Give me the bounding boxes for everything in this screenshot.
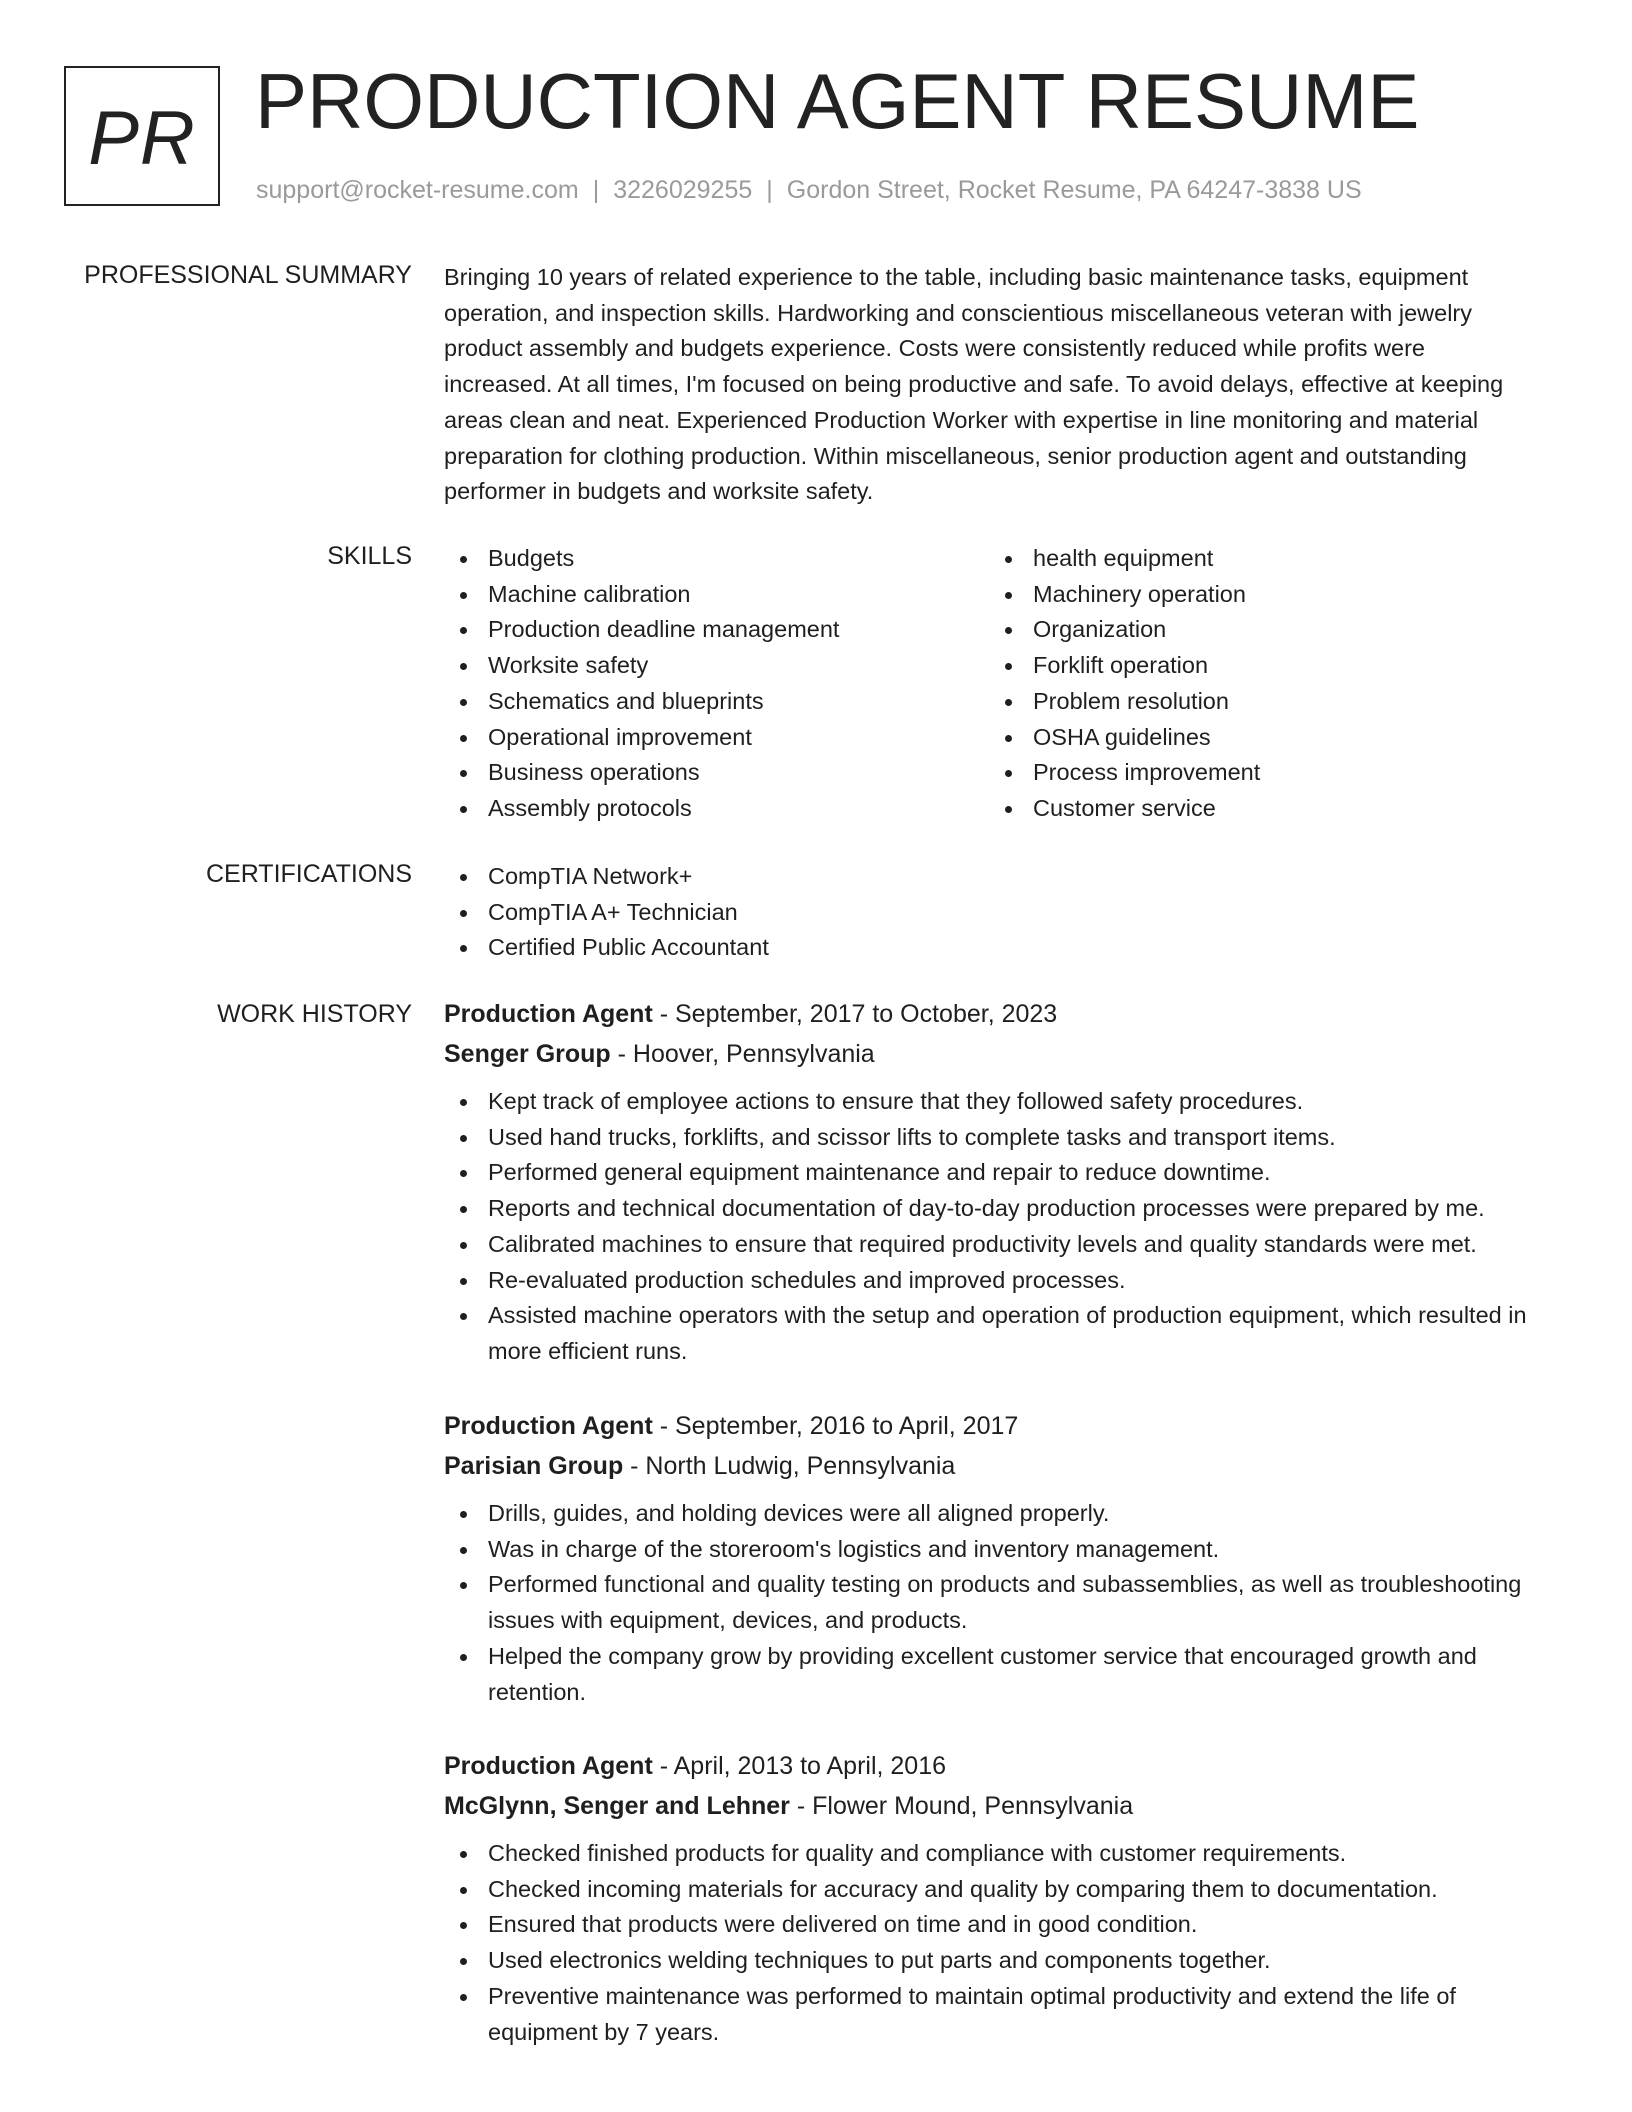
job-bullet: Used electronics welding techniques to put parts and components together. [444,1943,1534,1979]
skill-item: Customer service [989,791,1534,827]
job-dates: - April, 2013 to April, 2016 [652,1752,947,1780]
skill-item: Operational improvement [444,720,989,756]
summary-body [444,260,1534,510]
job-bullets [444,1836,1534,2050]
job-dates: - September, 2017 to October, 2023 [652,1000,1058,1028]
job-bullet: Was in charge of the storeroom's logistics and inventory management. [444,1532,1534,1568]
contact-separator: | [766,176,773,204]
skill-item: Business operations [444,755,989,791]
job-bullet: Helped the company grow by providing excellent customer service that encouraged growth and retention. [444,1639,1534,1710]
job-title-line [444,1746,1534,1786]
contact-separator: | [592,176,600,204]
job-bullet: Re-evaluated production schedules and improved processes. [444,1263,1534,1299]
skill-item: Production deadline management [444,612,989,648]
job-location: - North Ludwig, Pennsylvania [623,1452,956,1480]
job-bullet: Performed functional and quality testing on products and subassemblies, as well as troubleshooting issues with equipment, devices, and products. [444,1567,1534,1638]
skills-label: SKILLS [327,542,412,570]
work-history-label: WORK HISTORY [217,1000,412,1028]
skill-item: Organization [989,612,1534,648]
job-bullets [444,1084,1534,1370]
contact-address: Gordon Street, Rocket Resume, PA 64247-3838 US [786,176,1362,204]
certifications-list [444,859,1534,966]
skill-item: health equipment [989,541,1534,577]
job-company-line [444,1446,1534,1486]
certification-item: CompTIA A+ Technician [444,895,1534,931]
job-bullet: Performed general equipment maintenance and repair to reduce downtime. [444,1155,1534,1191]
certifications-body [444,859,1534,966]
job-bullet: Preventive maintenance was performed to maintain optimal productivity and extend the life of equipment by 7 years. [444,1979,1534,2050]
contact-email: support@rocket-resume.com [256,176,579,204]
certification-item: Certified Public Accountant [444,930,1534,966]
certification-item: CompTIA Network+ [444,859,1534,895]
skill-item: OSHA guidelines [989,720,1534,756]
monogram-logo: PR [64,66,220,206]
job-entry [444,994,1534,1370]
job-bullet: Assisted machine operators with the setup and operation of production equipment, which resulted in more efficient runs. [444,1298,1534,1369]
certifications-label: CERTIFICATIONS [205,860,412,888]
skills-body [444,541,1534,827]
job-company: McGlynn, Senger and Lehner [444,1792,790,1820]
job-entry [444,1406,1534,1710]
job-bullet: Checked incoming materials for accuracy and quality by comparing them to documentation. [444,1872,1534,1908]
job-dates: - September, 2016 to April, 2017 [652,1412,1019,1440]
job-company-line [444,1034,1534,1074]
job-bullet: Calibrated machines to ensure that required productivity levels and quality standards were met. [444,1227,1534,1263]
skill-item: Worksite safety [444,648,989,684]
summary-label: PROFESSIONAL SUMMARY [84,261,412,289]
job-bullet: Drills, guides, and holding devices were all aligned properly. [444,1496,1534,1532]
skill-item: Budgets [444,541,989,577]
skill-item: Process improvement [989,755,1534,791]
job-entry [444,1746,1534,2050]
job-title: Production Agent [444,1412,653,1440]
job-bullet: Checked finished products for quality and compliance with customer requirements. [444,1836,1534,1872]
skill-item: Problem resolution [989,684,1534,720]
skills-list-left [444,541,989,827]
job-title: Production Agent [444,1752,653,1780]
job-company: Parisian Group [444,1452,624,1480]
job-location: - Hoover, Pennsylvania [610,1040,875,1068]
job-bullet: Reports and technical documentation of day-to-day production processes were prepared by me. [444,1191,1534,1227]
job-bullets [444,1496,1534,1710]
contact-phone: 3226029255 [613,176,753,204]
job-location: - Flower Mound, Pennsylvania [789,1792,1134,1820]
resume-title: PRODUCTION AGENT RESUME [255,57,1420,145]
job-title-line [444,994,1534,1034]
job-company-line [444,1786,1534,1826]
contact-line [256,174,1362,206]
skill-item: Assembly protocols [444,791,989,827]
job-company: Senger Group [444,1040,611,1068]
skill-item: Machine calibration [444,577,989,613]
skill-item: Machinery operation [989,577,1534,613]
job-bullet: Kept track of employee actions to ensure that they followed safety procedures. [444,1084,1534,1120]
job-title-line [444,1406,1534,1446]
skill-item: Forklift operation [989,648,1534,684]
skill-item: Schematics and blueprints [444,684,989,720]
job-bullet: Ensured that products were delivered on time and in good condition. [444,1907,1534,1943]
summary-text: Bringing 10 years of related experience to the table, including basic maintenance tasks, equipment operation, and inspection skills. Hardworking and conscientious miscellaneous veteran with jewelry product assembly and budgets experience. Costs were consistently reduced while profits were increased. At all times, I'm focused on being productive and safe. To avoid delays, effective at keeping areas clean and neat. Experienced Production Worker with expertise in line monitoring and material preparation for clothing production. Within miscellaneous, senior production agent and outstanding performer in budgets and worksite safety. [444,264,1504,505]
skills-list-right [989,541,1534,827]
job-title: Production Agent [444,1000,653,1028]
job-bullet: Used hand trucks, forklifts, and scissor lifts to complete tasks and transport items. [444,1120,1534,1156]
